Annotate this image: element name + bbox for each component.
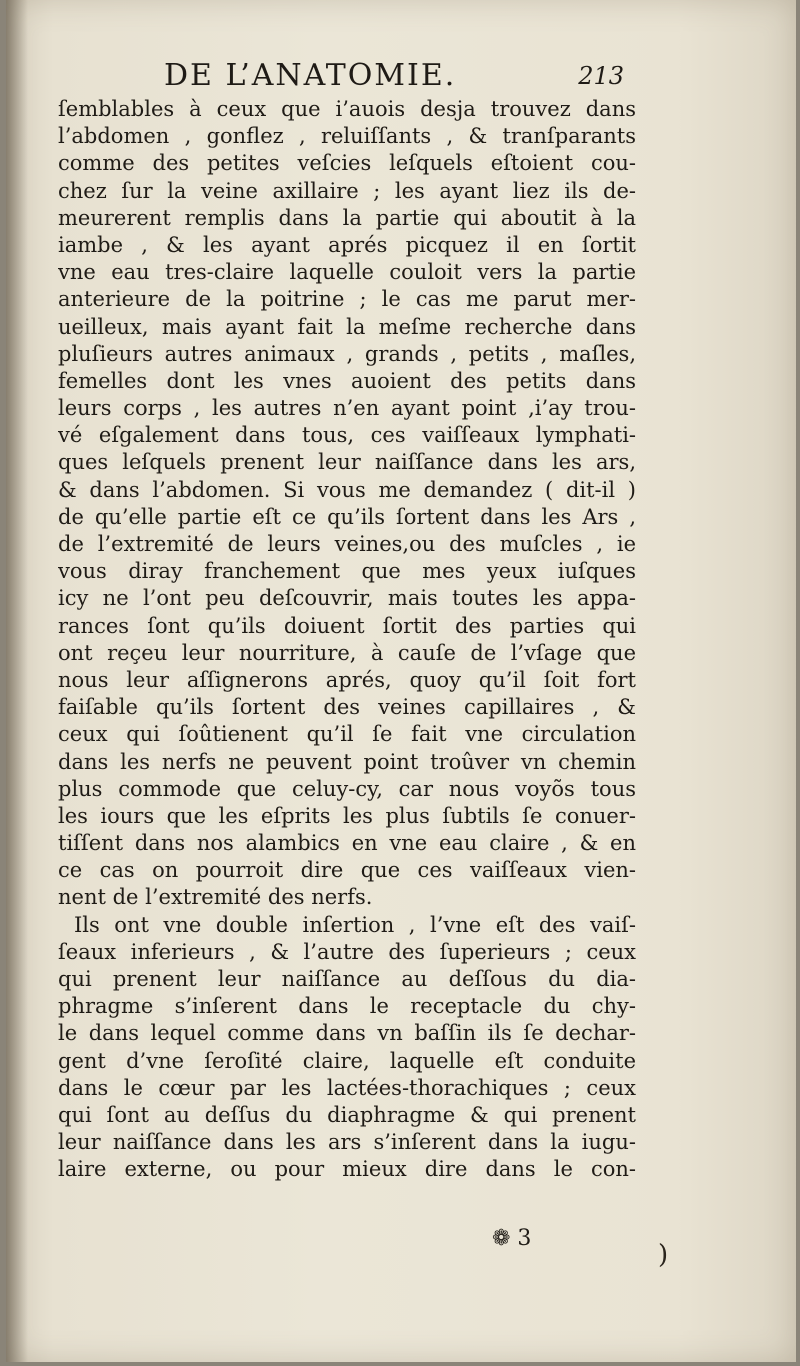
text-line: laire externe, ou pour mieux dire dans le con-	[58, 1157, 636, 1182]
text-line: leur naiſſance dans les ars s’inſerent dans la iugu-	[58, 1130, 636, 1155]
text-line: vé eſgalement dans tous, ces vaiſſeaux lymphati-	[58, 423, 636, 448]
text-line: dans le cœur par les lactées-thorachiques ; ceux	[58, 1075, 636, 1100]
signature-mark: ❁ 3	[492, 1226, 532, 1251]
text-line: meurerent remplis dans la partie qui aboutit à la	[58, 205, 636, 230]
text-line: ont reçeu leur nourriture, à cauſe de l’vſage que	[58, 640, 636, 665]
text-line: vne eau tres-claire laquelle couloit vers la partie	[58, 260, 636, 285]
text-line: dans les nerfs ne peuvent point troûver vn chemin	[58, 749, 636, 774]
text-line: pluſieurs autres animaux , grands , petits , maſles,	[58, 341, 636, 366]
text-line: leurs corps , les autres n’en ayant point ,i’ay trou-	[58, 396, 636, 421]
text-line: plus commode que celuy-cy, car nous voyõs tous	[58, 776, 636, 801]
paragraph-end-line: nent de l’extremité des nerfs.	[58, 885, 373, 910]
text-line: de qu’elle partie eſt ce qu’ils ſortent dans les Ars ,	[58, 504, 636, 529]
book-page	[6, 0, 796, 1362]
text-line: l’abdomen , gonflez , reluiſſants , & tranſparants	[58, 124, 636, 149]
text-line: qui prenent leur naiſſance au deſſous du dia-	[58, 967, 636, 991]
text-line: icy ne l’ont peu deſcouvrir, mais toutes les appa-	[58, 586, 636, 611]
text-line: de l’extremité de leurs veines,ou des muſcles , ie	[58, 532, 636, 556]
paragraph-start-line: Ils ont vne double inſertion , l’vne eſt des vaiſ-	[74, 912, 636, 937]
text-line: & dans l’abdomen. Si vous me demandez ( dit-il )	[58, 477, 636, 502]
text-line: ceux qui ſoûtienent qu’il ſe fait vne circulation	[58, 722, 636, 747]
text-line: ques leſquels prenent leur naiſſance dans les ars,	[58, 450, 636, 475]
text-line: gent d’vne ſeroſité claire, laquelle eſt conduite	[58, 1048, 636, 1073]
text-line: nous leur aſſignerons aprés, quoy qu’il ſoit fort	[58, 667, 636, 692]
running-title: DE L’ANATOMIE.	[164, 58, 457, 93]
body-text	[58, 96, 636, 1184]
text-line: ueilleux, mais ayant fait la meſme recherche dans	[58, 314, 636, 339]
text-line: chez ſur la veine axillaire ; les ayant liez ils de-	[58, 178, 636, 203]
gutter-shadow	[6, 0, 28, 1362]
text-line: comme des petites veſcies leſquels eſtoient cou-	[58, 151, 636, 176]
text-line: faiſable qu’ils ſortent des veines capillaires , &	[58, 695, 636, 720]
text-line: iambe , & les ayant aprés picquez il en ſortit	[58, 232, 636, 257]
text-line: anterieure de la poitrine ; le cas me parut mer-	[58, 287, 636, 312]
page-number: 213	[578, 62, 624, 90]
text-line: ſemblables à ceux que i’auois desja trouvez dans	[58, 97, 636, 121]
text-line: vous diray franchement que mes yeux iuſques	[58, 559, 636, 584]
text-line: rances ſont qu’ils doiuent ſortit des parties qui	[58, 613, 636, 638]
margin-mark: )	[658, 1240, 669, 1270]
text-line: femelles dont les vnes auoient des petits dans	[58, 368, 636, 393]
text-line: ce cas on pourroit dire que ces vaiſſeaux vien-	[58, 858, 636, 883]
text-line: le dans lequel comme dans vn baſſin ils ſe dechar-	[58, 1021, 636, 1046]
text-line: les iours que les eſprits les plus ſubtils ſe conuer-	[58, 803, 636, 828]
text-line: tiſſent dans nos alambics en vne eau claire , & en	[58, 831, 636, 856]
page-header	[164, 58, 624, 98]
text-line: qui ſont au deſſus du diaphragme & qui prenent	[58, 1102, 636, 1127]
text-line: ſeaux inferieurs , & l’autre des ſuperieurs ; ceux	[58, 939, 636, 964]
text-line: phragme s’inſerent dans le receptacle du chy-	[58, 994, 636, 1019]
